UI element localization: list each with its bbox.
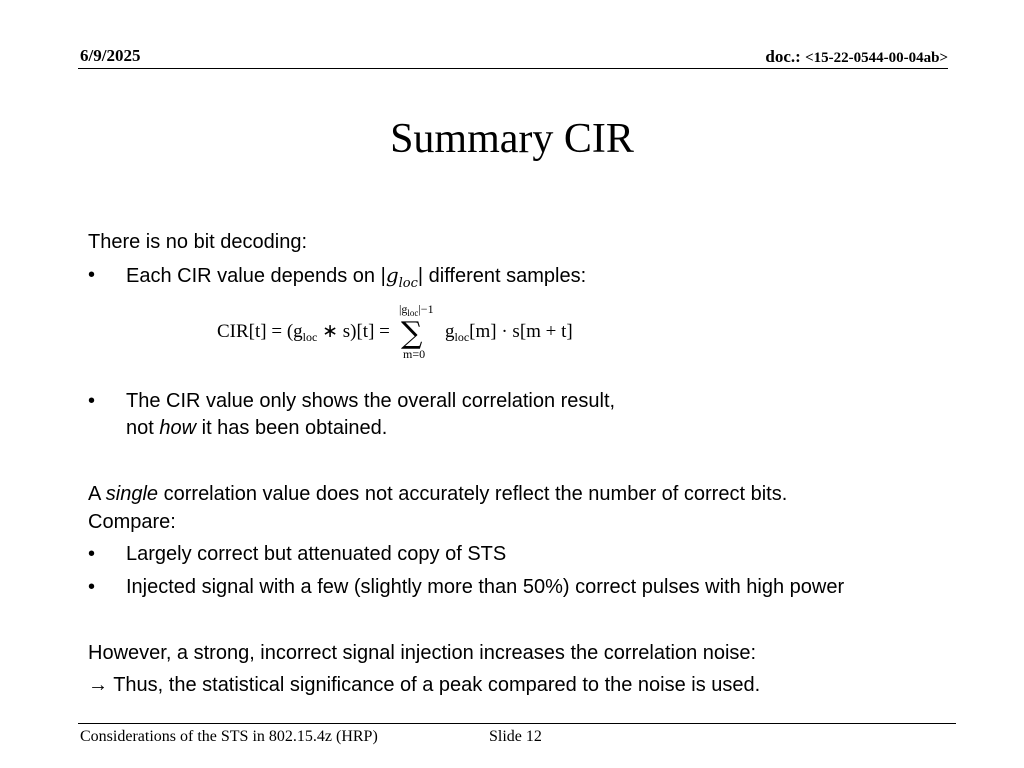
bullet-overall-before: not [126, 417, 160, 439]
compare-item-attenuated: Largely correct but attenuated copy of STS [126, 543, 507, 565]
formula-upper-limit: $|g_{loc}|-1$ [399, 302, 434, 318]
slide-title: Summary CIR [390, 116, 634, 162]
bullet-cir-text-before: Each CIR value depends on | [126, 265, 386, 287]
bullet-overall-emphasis: how [159, 417, 197, 439]
footer-divider [78, 723, 956, 724]
header-doc-id [765, 47, 948, 67]
noise-paragraph-line1: However, a strong, incorrect signal injection increases the correlation noise: [88, 642, 757, 664]
cir-formula [215, 298, 575, 364]
header-date: 6/9/2025 [80, 46, 141, 65]
g-loc-subscript: loc [398, 276, 418, 291]
g-loc-variable: g [385, 263, 399, 287]
bullet-cir-samples [126, 262, 586, 297]
single-value-emphasis: single [105, 483, 159, 505]
single-value-after: correlation value does not accurately reflect the number of correct bits. [158, 483, 788, 505]
formula-term: $g_{loc}[m] \cdot s[m + t]$ [445, 321, 573, 344]
compare-label: Compare: [88, 511, 176, 533]
bullet-overall-line2 [126, 415, 387, 441]
bullet-marker: • [88, 390, 96, 412]
right-arrow-icon: → [88, 674, 108, 696]
sigma-symbol: ∑ [401, 316, 423, 351]
doc-label: doc.: [765, 47, 801, 66]
slide-number: Slide 12 [489, 728, 542, 745]
formula-lower-limit: m=0 [403, 347, 426, 361]
noise-conclusion-text: Thus, the statistical significance of a peak compared to the noise is used. [108, 674, 761, 696]
footer-title: Considerations of the STS in 802.15.4z (HRP) [80, 728, 378, 745]
header-divider [78, 68, 948, 69]
bullet-marker: • [88, 264, 96, 286]
compare-item-injected: Injected signal with a few (slightly more than 50%) correct pulses with high power [126, 576, 845, 598]
bullet-overall-after: it has been obtained. [196, 417, 388, 439]
single-value-before: A [88, 483, 106, 505]
intro-text: There is no bit decoding: [88, 231, 308, 253]
single-value-paragraph [88, 481, 787, 507]
doc-number: <15-22-0544-00-04ab> [805, 50, 948, 66]
bullet-marker: • [88, 543, 96, 565]
noise-paragraph-line2 [88, 672, 760, 698]
formula-lhs: $CIR[t] = (g_{loc}$ ∗ s)[t] = [217, 321, 390, 344]
bullet-marker: • [88, 576, 96, 598]
bullet-cir-text-after: | different samples: [417, 265, 587, 287]
bullet-overall-line1: The CIR value only shows the overall correlation result, [126, 390, 616, 412]
